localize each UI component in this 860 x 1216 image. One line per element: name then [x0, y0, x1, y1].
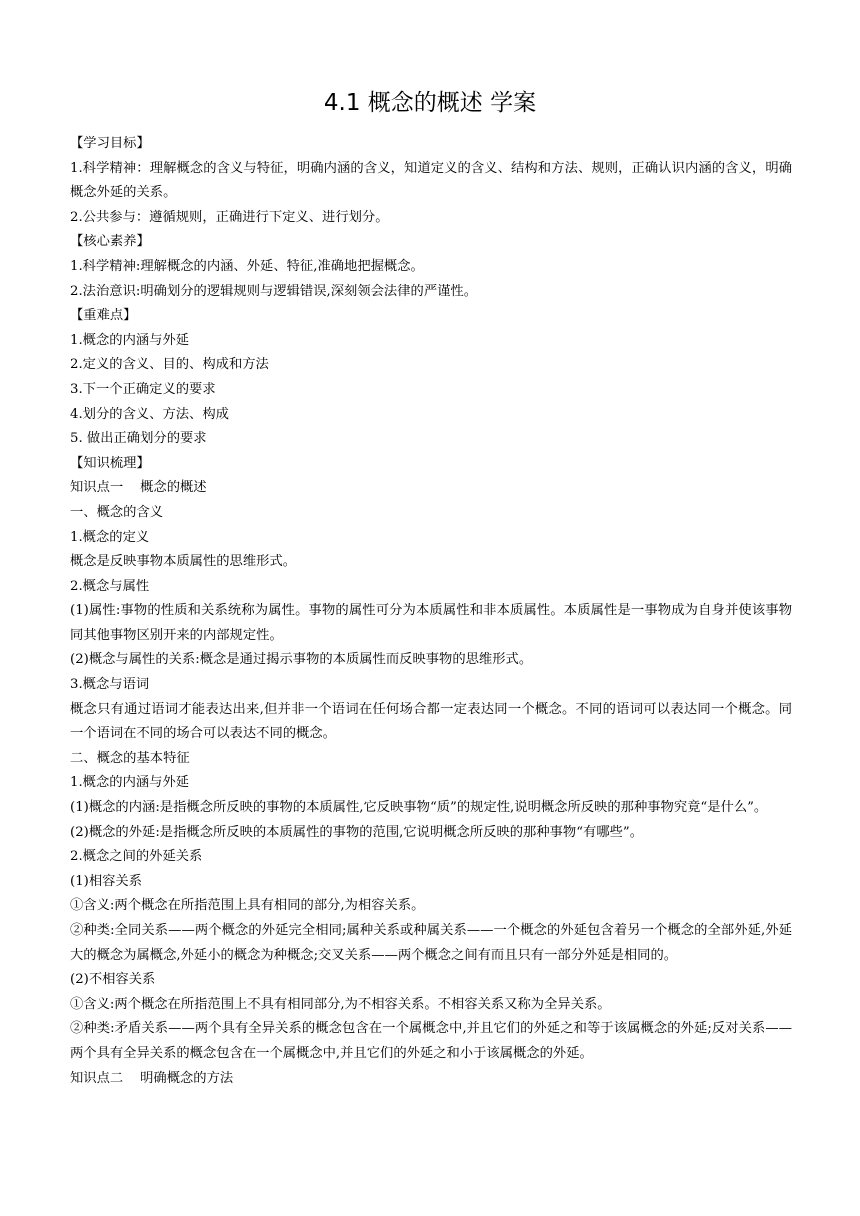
list-item: 1.概念的内涵与外延: [70, 332, 190, 348]
paragraph: 1.科学精神:理解概念的内涵、外延、特征,准确地把握概念。: [70, 258, 424, 274]
subsection-heading: 2.概念与属性: [70, 578, 150, 594]
paragraph: 2.法治意识:明确划分的逻辑规则与逻辑错误,深刻领会法律的严谨性。: [70, 283, 478, 299]
paragraph: (1)属性:事物的性质和关系统称为属性。事物的属性可分为本质属性和非本质属性。本质属性是一事物成为自身并使该事物同其他事物区别开来的内部规定性。: [70, 603, 792, 643]
paragraph: ②种类:全同关系——两个概念的外延完全相同;属种关系或种属关系——一个概念的外延包含着另一个概念的全部外延,外延大的概念为属概念,外延小的概念为种概念;交叉关系——两个概念之间有而且只有一部分外延是相同的。: [70, 923, 792, 963]
paragraph: 概念只有通过语词才能表达出来,但并非一个语词在任何场合都一定表达同一个概念。不同的语词可以表达同一个概念。同一个语词在不同的场合可以表达不同的概念。: [70, 701, 792, 742]
paragraph: (2)概念与属性的关系:概念是通过揭示事物的本质属性而反映事物的思维形式。: [70, 652, 533, 668]
paragraph: ①含义:两个概念在所指范围上不具有相同部分,为不相容关系。不相容关系又称为全异关系。: [70, 996, 611, 1012]
subsection-heading: 一、概念的含义: [70, 504, 164, 520]
section-heading: 【知识梳理】: [70, 455, 150, 471]
subsection-heading: 二、概念的基本特征: [70, 750, 190, 766]
section-heading: 【学习目标】: [70, 136, 150, 151]
subsection-heading: 知识点一 概念的概述: [70, 480, 207, 496]
page-title: 4.1 概念的概述 学案: [323, 90, 537, 116]
list-item: 3.下一个正确定义的要求: [70, 381, 216, 397]
list-item: 4.划分的含义、方法、构成: [70, 406, 229, 422]
paragraph: 1.科学精神：理解概念的含义与特征，明确内涵的含义，知道定义的含义、结构和方法、规则，正确认识内涵的含义，明确概念外延的关系。: [70, 160, 792, 201]
section-heading: 【重难点】: [70, 308, 137, 324]
list-item: 5. 做出正确划分的要求: [70, 431, 207, 447]
paragraph: ②种类:矛盾关系——两个具有全异关系的概念包含在一个属概念中,并且它们的外延之和等于该属概念的外延;反对关系——两个具有全异关系的概念包含在一个属概念中,并且它们的外延之和小于该属概念的外延。: [70, 1021, 792, 1061]
subsection-heading: 知识点二 明确概念的方法: [70, 1070, 234, 1086]
paragraph: (2)概念的外延:是指概念所反映的本质属性的事物的范围,它说明概念所反映的那种事物“有哪些”。: [70, 824, 644, 840]
subsection-heading: 1.概念的定义: [70, 529, 150, 545]
subsection-heading: 1.概念的内涵与外延: [70, 775, 190, 791]
subsection-heading: (2)不相容关系: [70, 972, 156, 988]
paragraph: 概念是反映事物本质属性的思维形式。: [70, 554, 297, 570]
subsection-heading: (1)相容关系: [70, 873, 143, 889]
subsection-heading: 2.概念之间的外延关系: [70, 849, 203, 865]
subsection-heading: 3.概念与语词: [70, 677, 150, 693]
paragraph: ①含义:两个概念在所指范围上具有相同的部分,为相容关系。: [70, 898, 425, 914]
paragraph: 2.公共参与：遵循规则，正确进行下定义、进行划分。: [70, 209, 389, 225]
section-heading: 【核心素养】: [70, 234, 150, 250]
list-item: 2.定义的含义、目的、构成和方法: [70, 357, 269, 373]
paragraph: (1)概念的内涵:是指概念所反映的事物的本质属性,它反映事物“质”的规定性,说明概念所反映的那种事物究竟“是什么”。: [70, 800, 768, 816]
document-body: [70, 132, 792, 1091]
